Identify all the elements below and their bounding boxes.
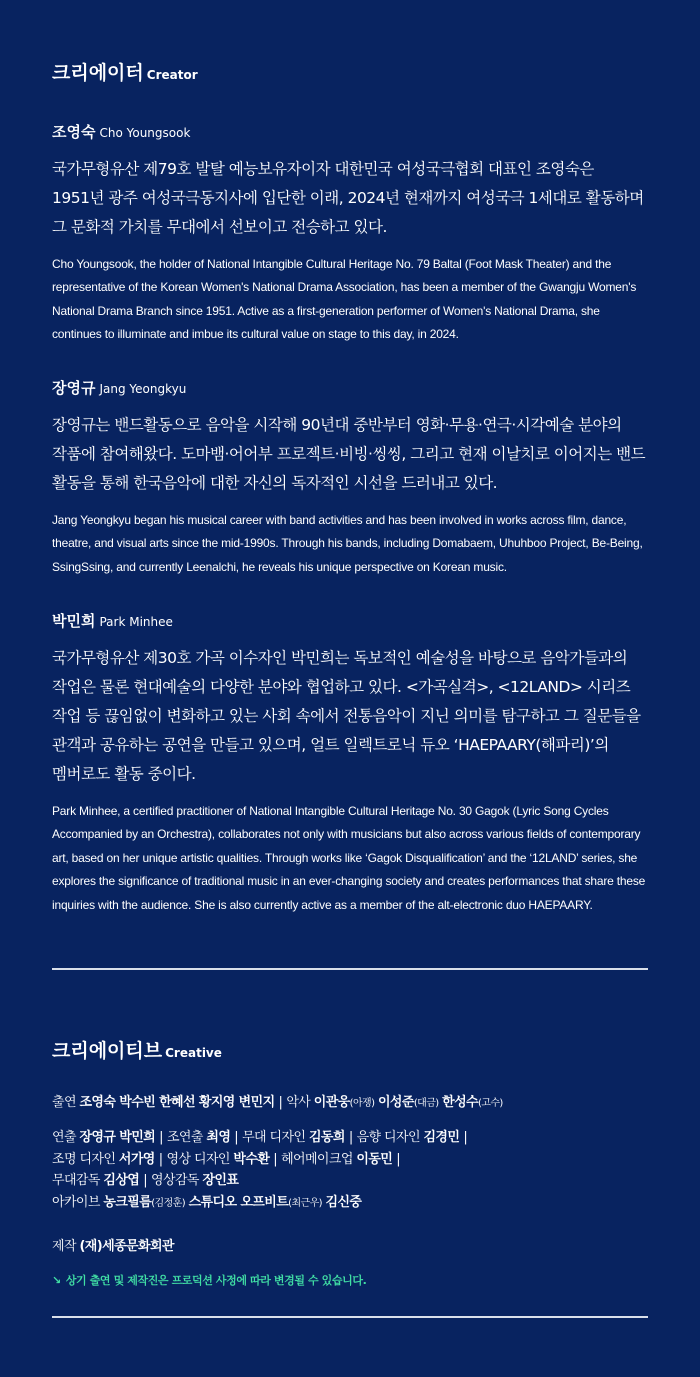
creative-title-ko: 크리에이티브 [52,1040,163,1062]
credits-cast [52,1092,652,1115]
musician-role: (고수) [477,1098,503,1109]
creative-title-en: Creative [165,1046,222,1060]
creative-section-title [52,1040,652,1063]
stage-manager-label: 무대감독 [52,1173,100,1188]
creator-cho-youngsook [52,123,652,347]
archive-name: 스튜디오 오프비트 [188,1194,289,1210]
person-bio-en: Cho Youngsook, the holder of National Intangible Cultural Heritage No. 79 Baltal (Foot Mask Theater) and the representative of the Korean Women's National Drama Association, has been a member of the Gwangju Women's National Drama Branch since 1951. Active as a first-generation performer of Women's National Drama, she continues to illuminate and imbue its cultural value on stage to this day, in 2024. [52,257,637,342]
staff-line-4 [52,1192,652,1215]
creator-jang-yeongkyu [52,379,652,579]
person-bio-ko: 국가무형유산 제30호 가곡 이수자인 박민희는 독보적인 예술성을 바탕으로 음악가들과의 작업은 물론 현대예술의 다양한 분야와 협업하고 있다. <가곡실격>, <12LAND> 시리즈 작업 등 끊임없이 변화하고 있는 사회 속에서 전통음악이 지닌 의미를 탐구하고 그 질문들을 관객과 공유하는 공연을 만들고 있으며, 얼트 일렉트로닉 듀오 ‘HAEPAARY(해파리)’의 멤버로도 활동 중이다. [52,649,641,783]
person-name-en: Park Minhee [99,615,173,629]
change-notice [52,1272,652,1288]
separator: | [143,1173,148,1188]
archive-sub: (최근우) [288,1197,322,1209]
creator-title-ko: 크리에이터 [52,62,144,84]
production-name: (재)세종문화회관 [79,1239,174,1254]
person-name-ko: 장영규 [52,379,96,397]
lighting-name: 서가영 [118,1151,155,1167]
separator: | [396,1151,401,1167]
person-name [52,379,652,397]
person-name-ko: 박민희 [52,612,96,630]
person-bio-ko: 장영규는 밴드활동으로 음악을 시작해 90년대 중반부터 영화·무용·연극·시각예술 분야의 작품에 참여해왔다. 도마뱀·어어부 프로젝트·비빙·씽씽, 그리고 현재 이날치로 이어지는 밴드 활동을 통해 한국음악에 대한 자신의 독자적인 시선을 드러내고 있다. [52,416,646,492]
notice-message: 상기 출연 및 제작진은 프로덕션 사정에 따라 변경될 수 있습니다. [65,1274,367,1287]
musician-role: (대금) [413,1098,439,1109]
separator: | [348,1130,353,1145]
musician-name: 이성준 [377,1095,414,1110]
notice-text [52,1272,652,1288]
archive-name: 김신중 [325,1194,362,1210]
video-label: 영상 디자인 [166,1151,230,1167]
separator: | [158,1151,163,1167]
assistant-name: 최영 [206,1130,231,1145]
cast-line [52,1092,652,1115]
staff-line-1 [52,1127,652,1149]
creator-section-title [52,62,652,85]
archive-sub: (김정훈) [151,1197,186,1209]
musicians-label: 악사 [286,1095,311,1110]
production-label: 제작 [52,1239,76,1254]
cast-names: 조영숙 박수빈 한혜선 황지영 변민지 [79,1095,275,1110]
musician-role: (아쟁) [349,1098,375,1109]
footer-divider [52,1316,648,1318]
separator: | [278,1095,283,1110]
lighting-label: 조명 디자인 [52,1151,116,1167]
video-manager-name: 장인표 [202,1173,239,1188]
separator: | [273,1151,278,1167]
hair-name: 이동민 [356,1151,393,1167]
archive-label: 아카이브 [52,1194,100,1210]
person-bio-en: Park Minhee, a certified practitioner of National Intangible Cultural Heritage No. 30 Gagok (Lyric Song Cycles Accompanied by an Orchestra), collaborates not only with musicians but also across various fields of contemporary art, based on her unique artistic qualities. Through works like ‘Gagok Disqualification’ and the ‘12LAND’ series, she explores the significance of traditional music in an ever-changing society and creates performances that share these inquiries with the audience. She is also currently active as a member of the alt-electronic duo HAEPAARY. [52,804,646,912]
video-name: 박수환 [233,1151,270,1167]
stage-name: 김동희 [308,1130,345,1145]
credits-staff [52,1127,652,1214]
section-divider [52,968,648,970]
person-bio-ko: 국가무형유산 제79호 발탈 예능보유자이자 대한민국 여성국극협회 대표인 조영숙은 1951년 광주 여성국극동지사에 입단한 이래, 2024년 현재까지 여성국극 1세대로 활동하며 그 문화적 가치를 무대에서 선보이고 전승하고 있다. [52,160,644,236]
production-line [52,1236,652,1258]
assistant-label: 조연출 [166,1130,203,1145]
director-label: 연출 [52,1130,76,1145]
archive-name: 농크필름 [103,1194,152,1210]
creator-title-en: Creator [146,68,198,82]
sound-name: 김경민 [423,1130,460,1145]
video-manager-label: 영상감독 [151,1173,199,1188]
credits-production [52,1236,652,1258]
person-name-ko: 조영숙 [52,123,96,141]
sound-label: 음향 디자인 [356,1130,420,1145]
staff-line-2 [52,1149,652,1171]
musician-name: 이관웅 [313,1095,350,1110]
separator: | [159,1130,163,1145]
stage-label: 무대 디자인 [242,1130,306,1145]
staff-line-3 [52,1170,652,1192]
musician-name: 한성수 [442,1095,478,1110]
director-names: 장영규 박민희 [79,1130,156,1145]
separator: | [463,1130,468,1145]
stage-manager-name: 김상엽 [103,1173,140,1188]
hair-label: 헤어메이크업 [281,1151,353,1167]
person-name [52,123,652,141]
creator-park-minhee [52,612,652,917]
separator: | [234,1130,239,1145]
person-bio-en: Jang Yeongkyu began his musical career with band activities and has been involved in works across film, dance, theatre, and visual arts since the mid-1990s. Through his bands, including Domabaem, Uhuhboo Project, Be-Being, SsingSsing, and currently Leenalchi, he reveals his unique perspective on Korean music. [52,513,643,574]
person-name [52,612,652,630]
person-name-en: Cho Youngsook [99,126,191,140]
cast-label: 출연 [52,1095,76,1110]
person-name-en: Jang Yeongkyu [99,382,187,396]
arrow-down-right-icon: ↘ [52,1274,61,1287]
